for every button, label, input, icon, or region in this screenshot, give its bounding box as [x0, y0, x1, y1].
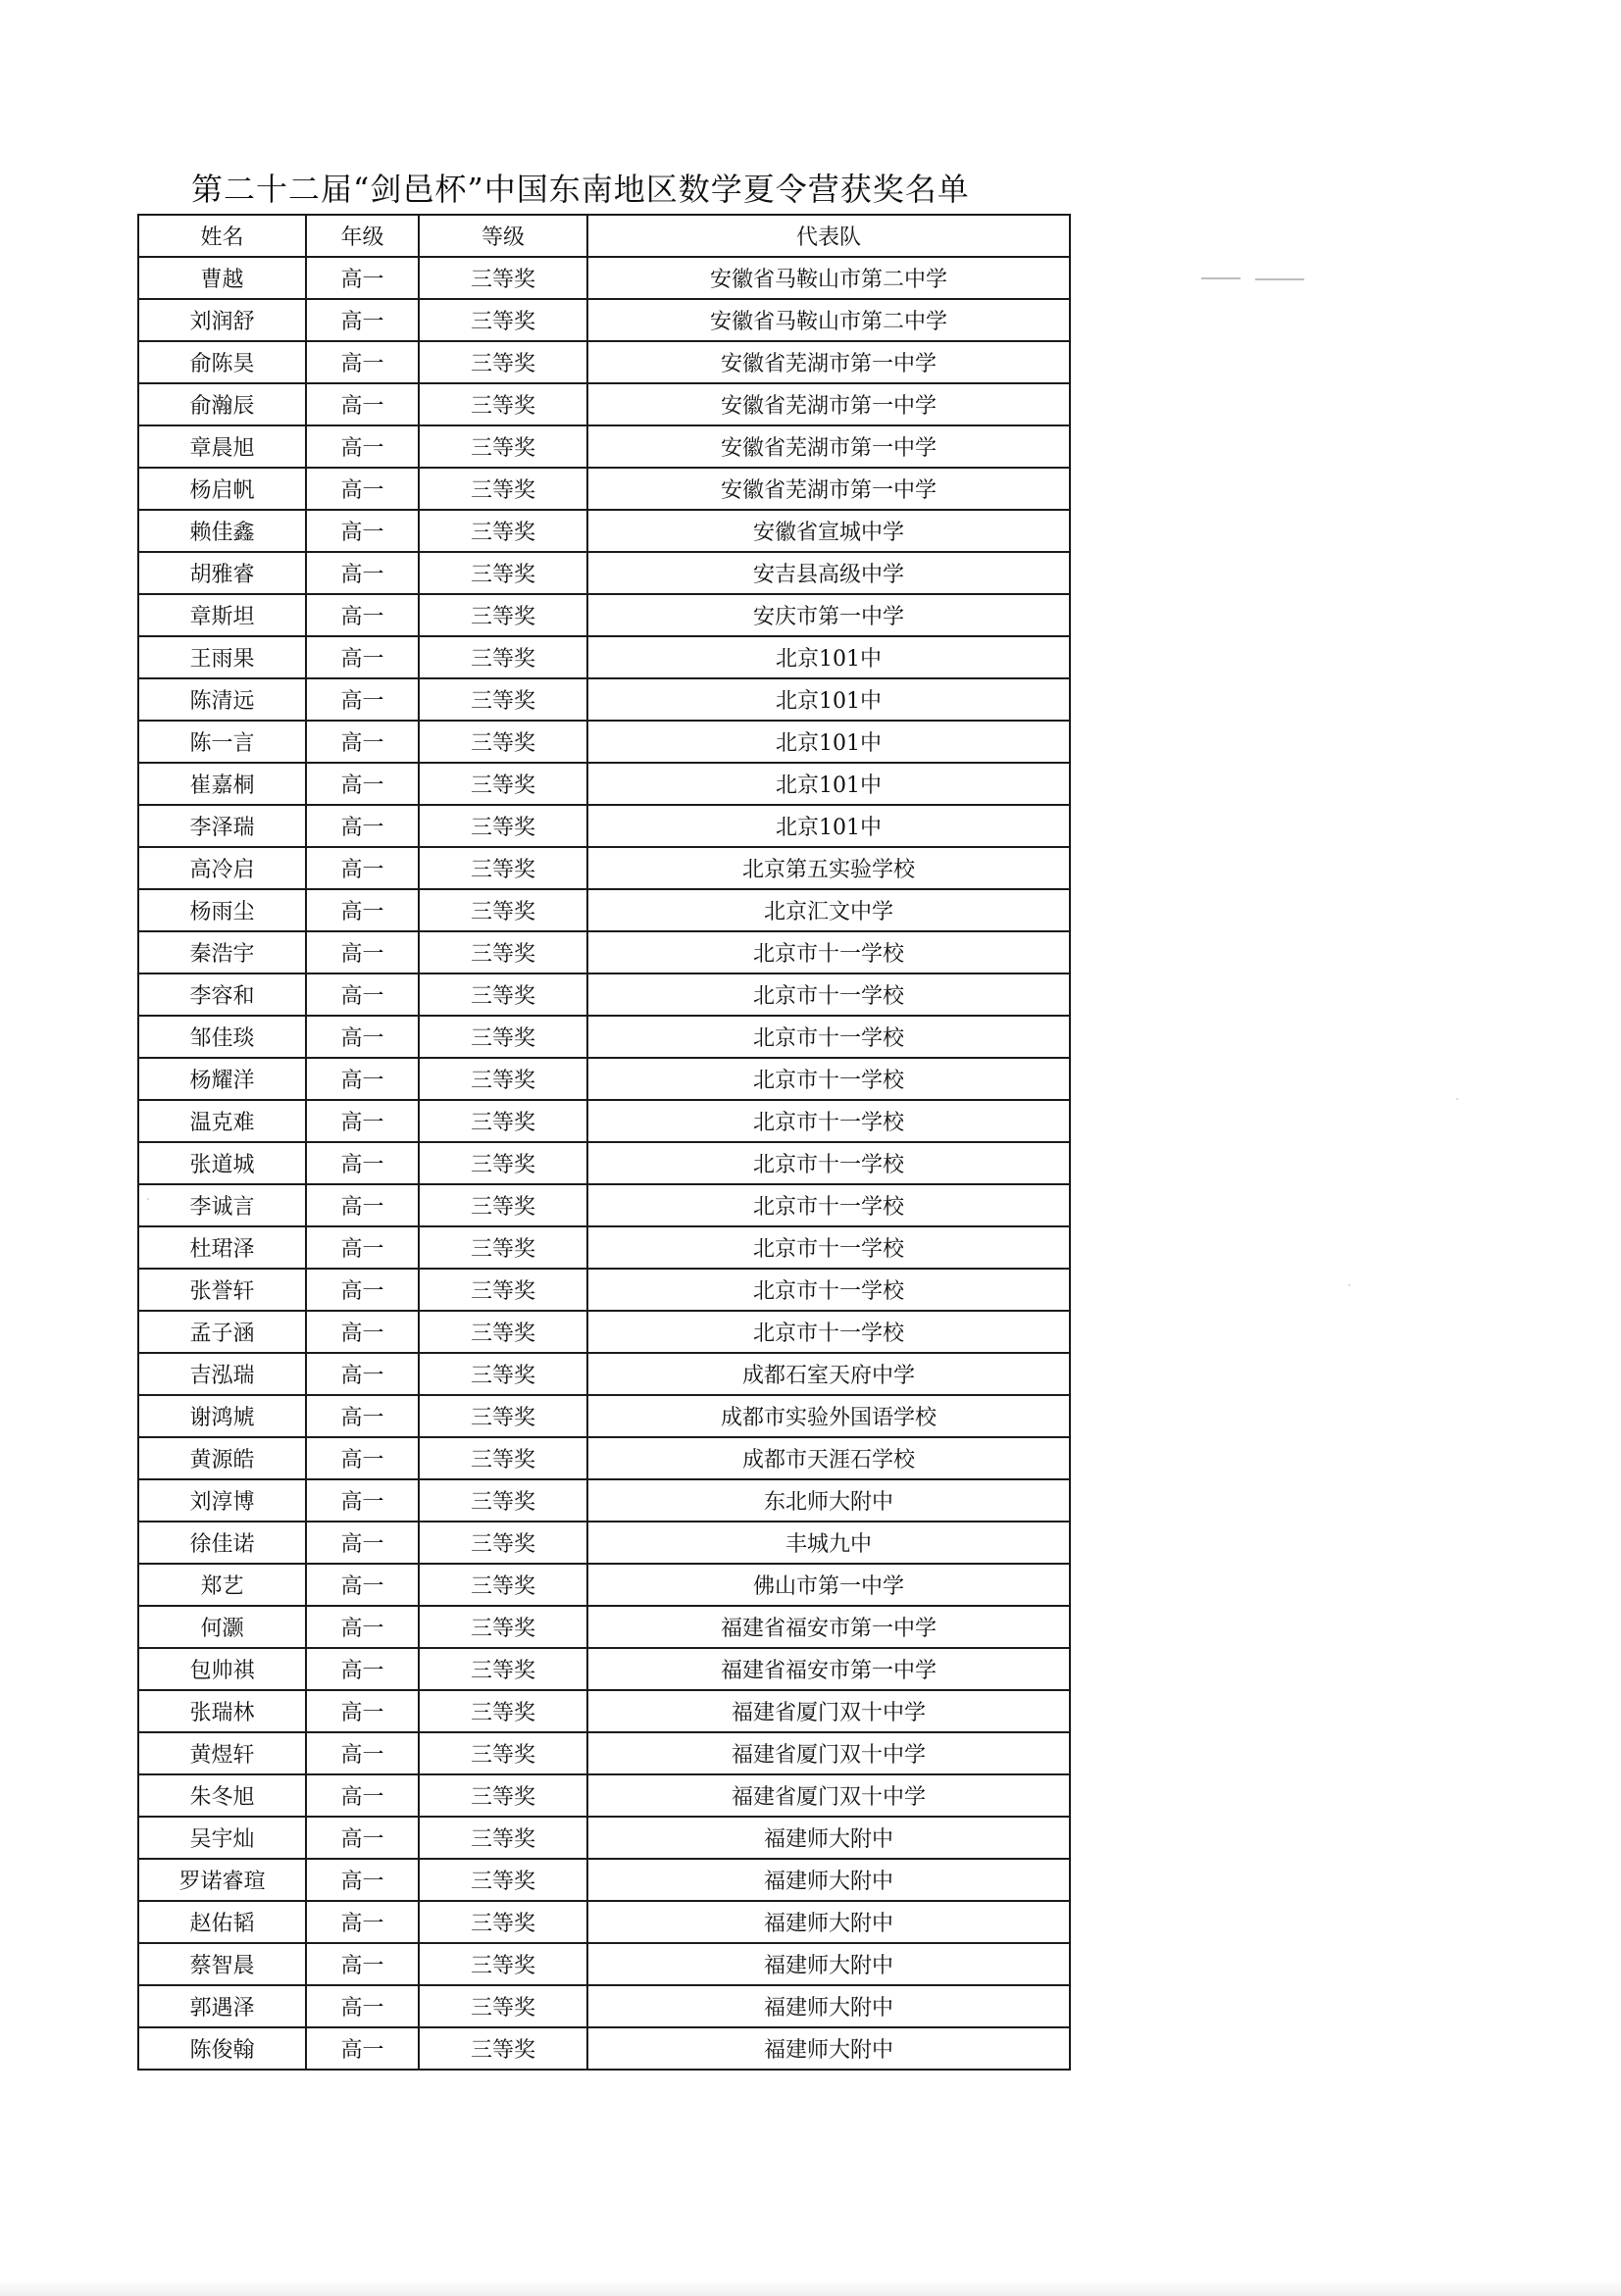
cell-grade: 高一 [306, 889, 419, 931]
cell-name: 李泽瑞 [138, 805, 306, 847]
cell-level: 三等奖 [419, 931, 587, 973]
table-row [138, 1901, 1070, 1943]
cell-grade: 高一 [306, 1859, 419, 1901]
cell-name: 何灏 [138, 1606, 306, 1648]
table-row [138, 1016, 1070, 1058]
table-row [138, 1226, 1070, 1269]
cell-grade: 高一 [306, 299, 419, 341]
cell-team: 福建师大附中 [587, 1985, 1070, 2027]
cell-team: 福建省厦门双十中学 [587, 1774, 1070, 1817]
cell-level: 三等奖 [419, 1901, 587, 1943]
table-row [138, 1353, 1070, 1395]
cell-level: 三等奖 [419, 1564, 587, 1606]
document-title: 第二十二届“剑邑杯”中国东南地区数学夏令营获奖名单 [191, 171, 970, 208]
cell-grade: 高一 [306, 552, 419, 594]
cell-grade: 高一 [306, 1058, 419, 1100]
cell-level: 三等奖 [419, 1100, 587, 1142]
cell-team: 北京市十一学校 [587, 973, 1070, 1016]
cell-name: 曹越 [138, 257, 306, 299]
cell-name: 郭遇泽 [138, 1985, 306, 2027]
cell-team: 福建省厦门双十中学 [587, 1690, 1070, 1732]
cell-level: 三等奖 [419, 1016, 587, 1058]
cell-level: 三等奖 [419, 678, 587, 721]
cell-level: 三等奖 [419, 257, 587, 299]
table-row [138, 1690, 1070, 1732]
cell-level: 三等奖 [419, 1058, 587, 1100]
cell-name: 张瑞林 [138, 1690, 306, 1732]
table-row [138, 1564, 1070, 1606]
cell-level: 三等奖 [419, 1353, 587, 1395]
cell-level: 三等奖 [419, 1985, 587, 2027]
cell-team: 安徽省马鞍山市第二中学 [587, 257, 1070, 299]
cell-name: 赖佳鑫 [138, 510, 306, 552]
cell-name: 徐佳诺 [138, 1522, 306, 1564]
cell-level: 三等奖 [419, 552, 587, 594]
table-row [138, 1269, 1070, 1311]
cell-level: 三等奖 [419, 1142, 587, 1184]
cell-grade: 高一 [306, 341, 419, 383]
cell-name: 吴宇灿 [138, 1817, 306, 1859]
cell-name: 张誉轩 [138, 1269, 306, 1311]
cell-team: 安庆市第一中学 [587, 594, 1070, 636]
cell-team: 安徽省马鞍山市第二中学 [587, 299, 1070, 341]
cell-team: 北京第五实验学校 [587, 847, 1070, 889]
cell-level: 三等奖 [419, 1606, 587, 1648]
cell-team: 安徽省芜湖市第一中学 [587, 468, 1070, 510]
table-row [138, 636, 1070, 678]
table-row [138, 299, 1070, 341]
cell-grade: 高一 [306, 1184, 419, 1226]
cell-name: 郑艺 [138, 1564, 306, 1606]
cell-name: 陈俊翰 [138, 2027, 306, 2070]
cell-grade: 高一 [306, 468, 419, 510]
cell-grade: 高一 [306, 1269, 419, 1311]
cell-name: 刘淳博 [138, 1479, 306, 1522]
cell-grade: 高一 [306, 1817, 419, 1859]
cell-team: 成都市天涯石学校 [587, 1437, 1070, 1479]
cell-team: 安徽省芜湖市第一中学 [587, 425, 1070, 468]
cell-level: 三等奖 [419, 721, 587, 763]
cell-level: 三等奖 [419, 383, 587, 425]
cell-grade: 高一 [306, 1943, 419, 1985]
table-row [138, 1479, 1070, 1522]
cell-level: 三等奖 [419, 1269, 587, 1311]
cell-grade: 高一 [306, 1648, 419, 1690]
cell-team: 安徽省芜湖市第一中学 [587, 341, 1070, 383]
scan-speck [1348, 1284, 1350, 1286]
cell-grade: 高一 [306, 1311, 419, 1353]
cell-team: 福建师大附中 [587, 1817, 1070, 1859]
cell-level: 三等奖 [419, 299, 587, 341]
cell-grade: 高一 [306, 805, 419, 847]
cell-level: 三等奖 [419, 973, 587, 1016]
table-row [138, 805, 1070, 847]
cell-team: 福建省厦门双十中学 [587, 1732, 1070, 1774]
table-row [138, 678, 1070, 721]
awards-table-body [138, 257, 1070, 2070]
cell-name: 章斯坦 [138, 594, 306, 636]
cell-grade: 高一 [306, 1226, 419, 1269]
cell-level: 三等奖 [419, 1690, 587, 1732]
header-level: 等级 [419, 215, 587, 257]
table-row [138, 973, 1070, 1016]
cell-team: 北京市十一学校 [587, 1016, 1070, 1058]
cell-grade: 高一 [306, 425, 419, 468]
cell-name: 黄煜轩 [138, 1732, 306, 1774]
cell-grade: 高一 [306, 1564, 419, 1606]
cell-name: 杜珺泽 [138, 1226, 306, 1269]
cell-grade: 高一 [306, 1142, 419, 1184]
cell-grade: 高一 [306, 1606, 419, 1648]
table-row [138, 1943, 1070, 1985]
cell-level: 三等奖 [419, 1226, 587, 1269]
table-row [138, 468, 1070, 510]
cell-level: 三等奖 [419, 1479, 587, 1522]
cell-name: 蔡智晨 [138, 1943, 306, 1985]
cell-name: 赵佑韬 [138, 1901, 306, 1943]
header-grade: 年级 [306, 215, 419, 257]
cell-name: 包帅祺 [138, 1648, 306, 1690]
table-row [138, 425, 1070, 468]
cell-grade: 高一 [306, 257, 419, 299]
cell-team: 安徽省芜湖市第一中学 [587, 383, 1070, 425]
cell-team: 福建师大附中 [587, 1943, 1070, 1985]
table-row [138, 1142, 1070, 1184]
cell-team: 安吉县高级中学 [587, 552, 1070, 594]
table-row [138, 1648, 1070, 1690]
cell-level: 三等奖 [419, 889, 587, 931]
cell-team: 福建省福安市第一中学 [587, 1606, 1070, 1648]
cell-team: 北京市十一学校 [587, 1311, 1070, 1353]
scan-speck [1456, 1098, 1458, 1100]
cell-name: 吉泓瑞 [138, 1353, 306, 1395]
cell-team: 成都石室天府中学 [587, 1353, 1070, 1395]
cell-grade: 高一 [306, 510, 419, 552]
cell-grade: 高一 [306, 847, 419, 889]
cell-level: 三等奖 [419, 1311, 587, 1353]
cell-team: 北京市十一学校 [587, 1226, 1070, 1269]
scan-mark [1201, 277, 1241, 279]
cell-name: 谢鸿虓 [138, 1395, 306, 1437]
cell-name: 杨耀洋 [138, 1058, 306, 1100]
cell-team: 北京汇文中学 [587, 889, 1070, 931]
cell-level: 三等奖 [419, 805, 587, 847]
table-row [138, 1522, 1070, 1564]
table-row [138, 1859, 1070, 1901]
table-row [138, 763, 1070, 805]
cell-name: 俞瀚辰 [138, 383, 306, 425]
cell-level: 三等奖 [419, 1395, 587, 1437]
cell-level: 三等奖 [419, 636, 587, 678]
cell-level: 三等奖 [419, 763, 587, 805]
cell-team: 北京101中 [587, 763, 1070, 805]
table-header-row [138, 215, 1070, 257]
table-row [138, 1311, 1070, 1353]
cell-name: 温克难 [138, 1100, 306, 1142]
table-row [138, 1774, 1070, 1817]
cell-name: 杨启帆 [138, 468, 306, 510]
cell-team: 福建师大附中 [587, 2027, 1070, 2070]
cell-grade: 高一 [306, 973, 419, 1016]
cell-name: 朱冬旭 [138, 1774, 306, 1817]
scan-bottom-edge [0, 2280, 1621, 2296]
cell-grade: 高一 [306, 721, 419, 763]
cell-grade: 高一 [306, 1395, 419, 1437]
table-row [138, 552, 1070, 594]
cell-level: 三等奖 [419, 1732, 587, 1774]
header-name: 姓名 [138, 215, 306, 257]
cell-name: 胡雅睿 [138, 552, 306, 594]
cell-level: 三等奖 [419, 1437, 587, 1479]
table-row [138, 1985, 1070, 2027]
table-row [138, 1395, 1070, 1437]
cell-team: 成都市实验外国语学校 [587, 1395, 1070, 1437]
cell-level: 三等奖 [419, 1522, 587, 1564]
cell-grade: 高一 [306, 1016, 419, 1058]
table-row [138, 1437, 1070, 1479]
cell-level: 三等奖 [419, 425, 587, 468]
table-row [138, 721, 1070, 763]
cell-level: 三等奖 [419, 510, 587, 552]
cell-name: 高冷启 [138, 847, 306, 889]
cell-grade: 高一 [306, 1901, 419, 1943]
cell-level: 三等奖 [419, 1817, 587, 1859]
cell-team: 北京市十一学校 [587, 1269, 1070, 1311]
table-row [138, 257, 1070, 299]
cell-name: 张道城 [138, 1142, 306, 1184]
cell-name: 李诚言 [138, 1184, 306, 1226]
cell-grade: 高一 [306, 1353, 419, 1395]
cell-grade: 高一 [306, 1985, 419, 2027]
cell-grade: 高一 [306, 383, 419, 425]
cell-team: 北京市十一学校 [587, 931, 1070, 973]
cell-team: 北京101中 [587, 678, 1070, 721]
cell-name: 黄源皓 [138, 1437, 306, 1479]
cell-team: 北京101中 [587, 636, 1070, 678]
cell-team: 北京101中 [587, 721, 1070, 763]
table-row [138, 1100, 1070, 1142]
cell-name: 李容和 [138, 973, 306, 1016]
cell-name: 陈一言 [138, 721, 306, 763]
cell-level: 三等奖 [419, 341, 587, 383]
cell-grade: 高一 [306, 636, 419, 678]
table-row [138, 931, 1070, 973]
cell-name: 孟子涵 [138, 1311, 306, 1353]
table-row [138, 383, 1070, 425]
cell-grade: 高一 [306, 2027, 419, 2070]
cell-team: 福建师大附中 [587, 1901, 1070, 1943]
cell-grade: 高一 [306, 931, 419, 973]
table-row [138, 2027, 1070, 2070]
cell-grade: 高一 [306, 1690, 419, 1732]
cell-level: 三等奖 [419, 1943, 587, 1985]
awards-table [137, 214, 1071, 2071]
table-row [138, 889, 1070, 931]
cell-level: 三等奖 [419, 1184, 587, 1226]
cell-grade: 高一 [306, 678, 419, 721]
cell-team: 北京市十一学校 [587, 1058, 1070, 1100]
table-row [138, 1184, 1070, 1226]
cell-name: 陈清远 [138, 678, 306, 721]
cell-team: 北京101中 [587, 805, 1070, 847]
cell-grade: 高一 [306, 594, 419, 636]
cell-level: 三等奖 [419, 468, 587, 510]
cell-grade: 高一 [306, 1774, 419, 1817]
table-row [138, 594, 1070, 636]
table-row [138, 1606, 1070, 1648]
cell-level: 三等奖 [419, 1648, 587, 1690]
cell-grade: 高一 [306, 1100, 419, 1142]
cell-grade: 高一 [306, 1732, 419, 1774]
table-row [138, 1817, 1070, 1859]
cell-level: 三等奖 [419, 1774, 587, 1817]
cell-name: 邹佳琰 [138, 1016, 306, 1058]
scan-mark [1255, 278, 1304, 280]
cell-name: 俞陈昊 [138, 341, 306, 383]
cell-team: 北京市十一学校 [587, 1184, 1070, 1226]
cell-team: 福建省福安市第一中学 [587, 1648, 1070, 1690]
cell-team: 福建师大附中 [587, 1859, 1070, 1901]
cell-name: 杨雨尘 [138, 889, 306, 931]
cell-level: 三等奖 [419, 847, 587, 889]
cell-level: 三等奖 [419, 1859, 587, 1901]
cell-name: 罗诺睿瑄 [138, 1859, 306, 1901]
cell-grade: 高一 [306, 1437, 419, 1479]
cell-name: 章晨旭 [138, 425, 306, 468]
cell-grade: 高一 [306, 1479, 419, 1522]
table-row [138, 1058, 1070, 1100]
cell-team: 北京市十一学校 [587, 1142, 1070, 1184]
cell-grade: 高一 [306, 1522, 419, 1564]
header-team: 代表队 [587, 215, 1070, 257]
cell-team: 东北师大附中 [587, 1479, 1070, 1522]
cell-team: 北京市十一学校 [587, 1100, 1070, 1142]
cell-level: 三等奖 [419, 594, 587, 636]
cell-level: 三等奖 [419, 2027, 587, 2070]
cell-team: 佛山市第一中学 [587, 1564, 1070, 1606]
cell-name: 秦浩宇 [138, 931, 306, 973]
cell-grade: 高一 [306, 763, 419, 805]
cell-name: 刘润舒 [138, 299, 306, 341]
table-row [138, 1732, 1070, 1774]
cell-team: 安徽省宣城中学 [587, 510, 1070, 552]
table-row [138, 341, 1070, 383]
cell-name: 王雨果 [138, 636, 306, 678]
cell-team: 丰城九中 [587, 1522, 1070, 1564]
table-row [138, 847, 1070, 889]
table-row [138, 510, 1070, 552]
cell-name: 崔嘉桐 [138, 763, 306, 805]
